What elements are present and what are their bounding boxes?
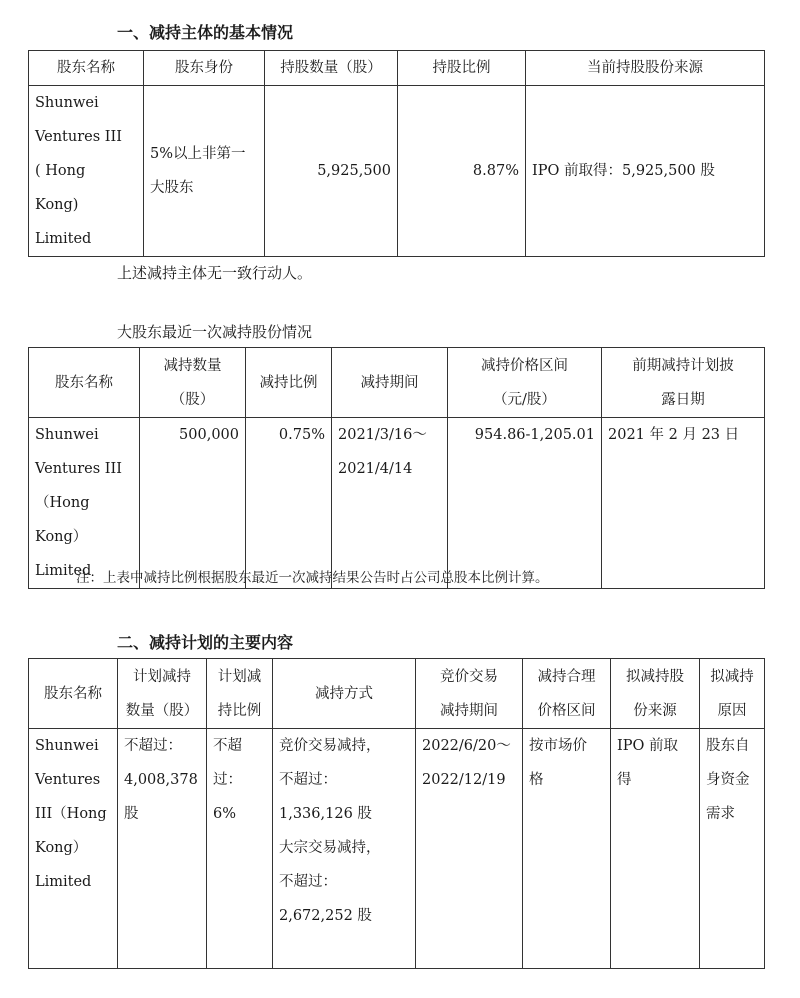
table-header-row (29, 51, 765, 86)
header-cell: 股东名称 (29, 659, 118, 729)
header-cell: 减持数量 （股） (140, 348, 246, 418)
recent-reduction-heading: 大股东最近一次减持股份情况 (117, 323, 313, 341)
reduction-ratio: 0.75% (246, 418, 332, 589)
header-cell: 竞价交易 减持期间 (416, 659, 523, 729)
table-row (29, 86, 765, 257)
shareholder-name: Shunwei Ventures III ( Hong Kong) Limited (29, 86, 144, 257)
shareholder-identity: 5%以上非第一 大股东 (144, 86, 265, 257)
reasonable-price-range: 按市场价 格 (523, 729, 611, 969)
table-row (29, 729, 765, 969)
reduction-quantity: 500,000 (140, 418, 246, 589)
header-cell: 减持比例 (246, 348, 332, 418)
auction-period: 2022/6/20～ 2022/12/19 (416, 729, 523, 969)
planned-ratio: 不超过： 6% (207, 729, 273, 969)
section1-heading: 一、减持主体的基本情况 (117, 23, 294, 42)
header-cell: 拟减持股 份来源 (611, 659, 700, 729)
disclosure-date: 2021 年 2 月 23 日 (602, 418, 765, 589)
header-cell: 计划减持 数量（股） (118, 659, 207, 729)
table-header-row (29, 659, 765, 729)
header-cell: 减持方式 (273, 659, 416, 729)
reduction-period: 2021/3/16～ 2021/4/14 (332, 418, 448, 589)
header-cell: 减持合理 价格区间 (523, 659, 611, 729)
reduction-reason: 股东自 身资金 需求 (700, 729, 765, 969)
footnote: 注：上表中减持比例根据股东最近一次减持结果公告时占公司总股本比例计算。 (76, 570, 549, 586)
reduction-method: 竞价交易减持， 不超过： 1,336,126 股 大宗交易减持， 不超过： 2,672,252 股 (273, 729, 416, 969)
no-concert-note: 上述减持主体无一致行动人。 (117, 264, 313, 282)
section2-heading: 二、减持计划的主要内容 (117, 633, 294, 652)
header-cell: 股东身份 (144, 51, 265, 86)
holding-ratio: 8.87% (398, 86, 526, 257)
header-cell: 持股比例 (398, 51, 526, 86)
share-source: IPO 前取得：5,925,500 股 (526, 86, 765, 257)
shares-held: 5,925,500 (265, 86, 398, 257)
table-header-row (29, 348, 765, 418)
price-range: 954.86-1,205.01 (448, 418, 602, 589)
header-cell: 减持价格区间 （元/股） (448, 348, 602, 418)
header-cell: 当前持股股份来源 (526, 51, 765, 86)
header-cell: 持股数量（股） (265, 51, 398, 86)
table-row (29, 418, 765, 589)
header-cell: 拟减持 原因 (700, 659, 765, 729)
shareholder-name: Shunwei Ventures III （Hong Kong）Limited (29, 418, 140, 589)
shareholder-name: Shunwei Ventures III（Hong Kong） Limited (29, 729, 118, 969)
header-cell: 前期减持计划披 露日期 (602, 348, 765, 418)
header-cell: 计划减 持比例 (207, 659, 273, 729)
recent-reduction-table (28, 347, 765, 589)
header-cell: 股东名称 (29, 51, 144, 86)
header-cell: 股东名称 (29, 348, 140, 418)
reduction-plan-table (28, 658, 765, 969)
planned-share-source: IPO 前取 得 (611, 729, 700, 969)
holder-basic-table (28, 50, 765, 257)
planned-quantity: 不超过： 4,008,378 股 (118, 729, 207, 969)
header-cell: 减持期间 (332, 348, 448, 418)
